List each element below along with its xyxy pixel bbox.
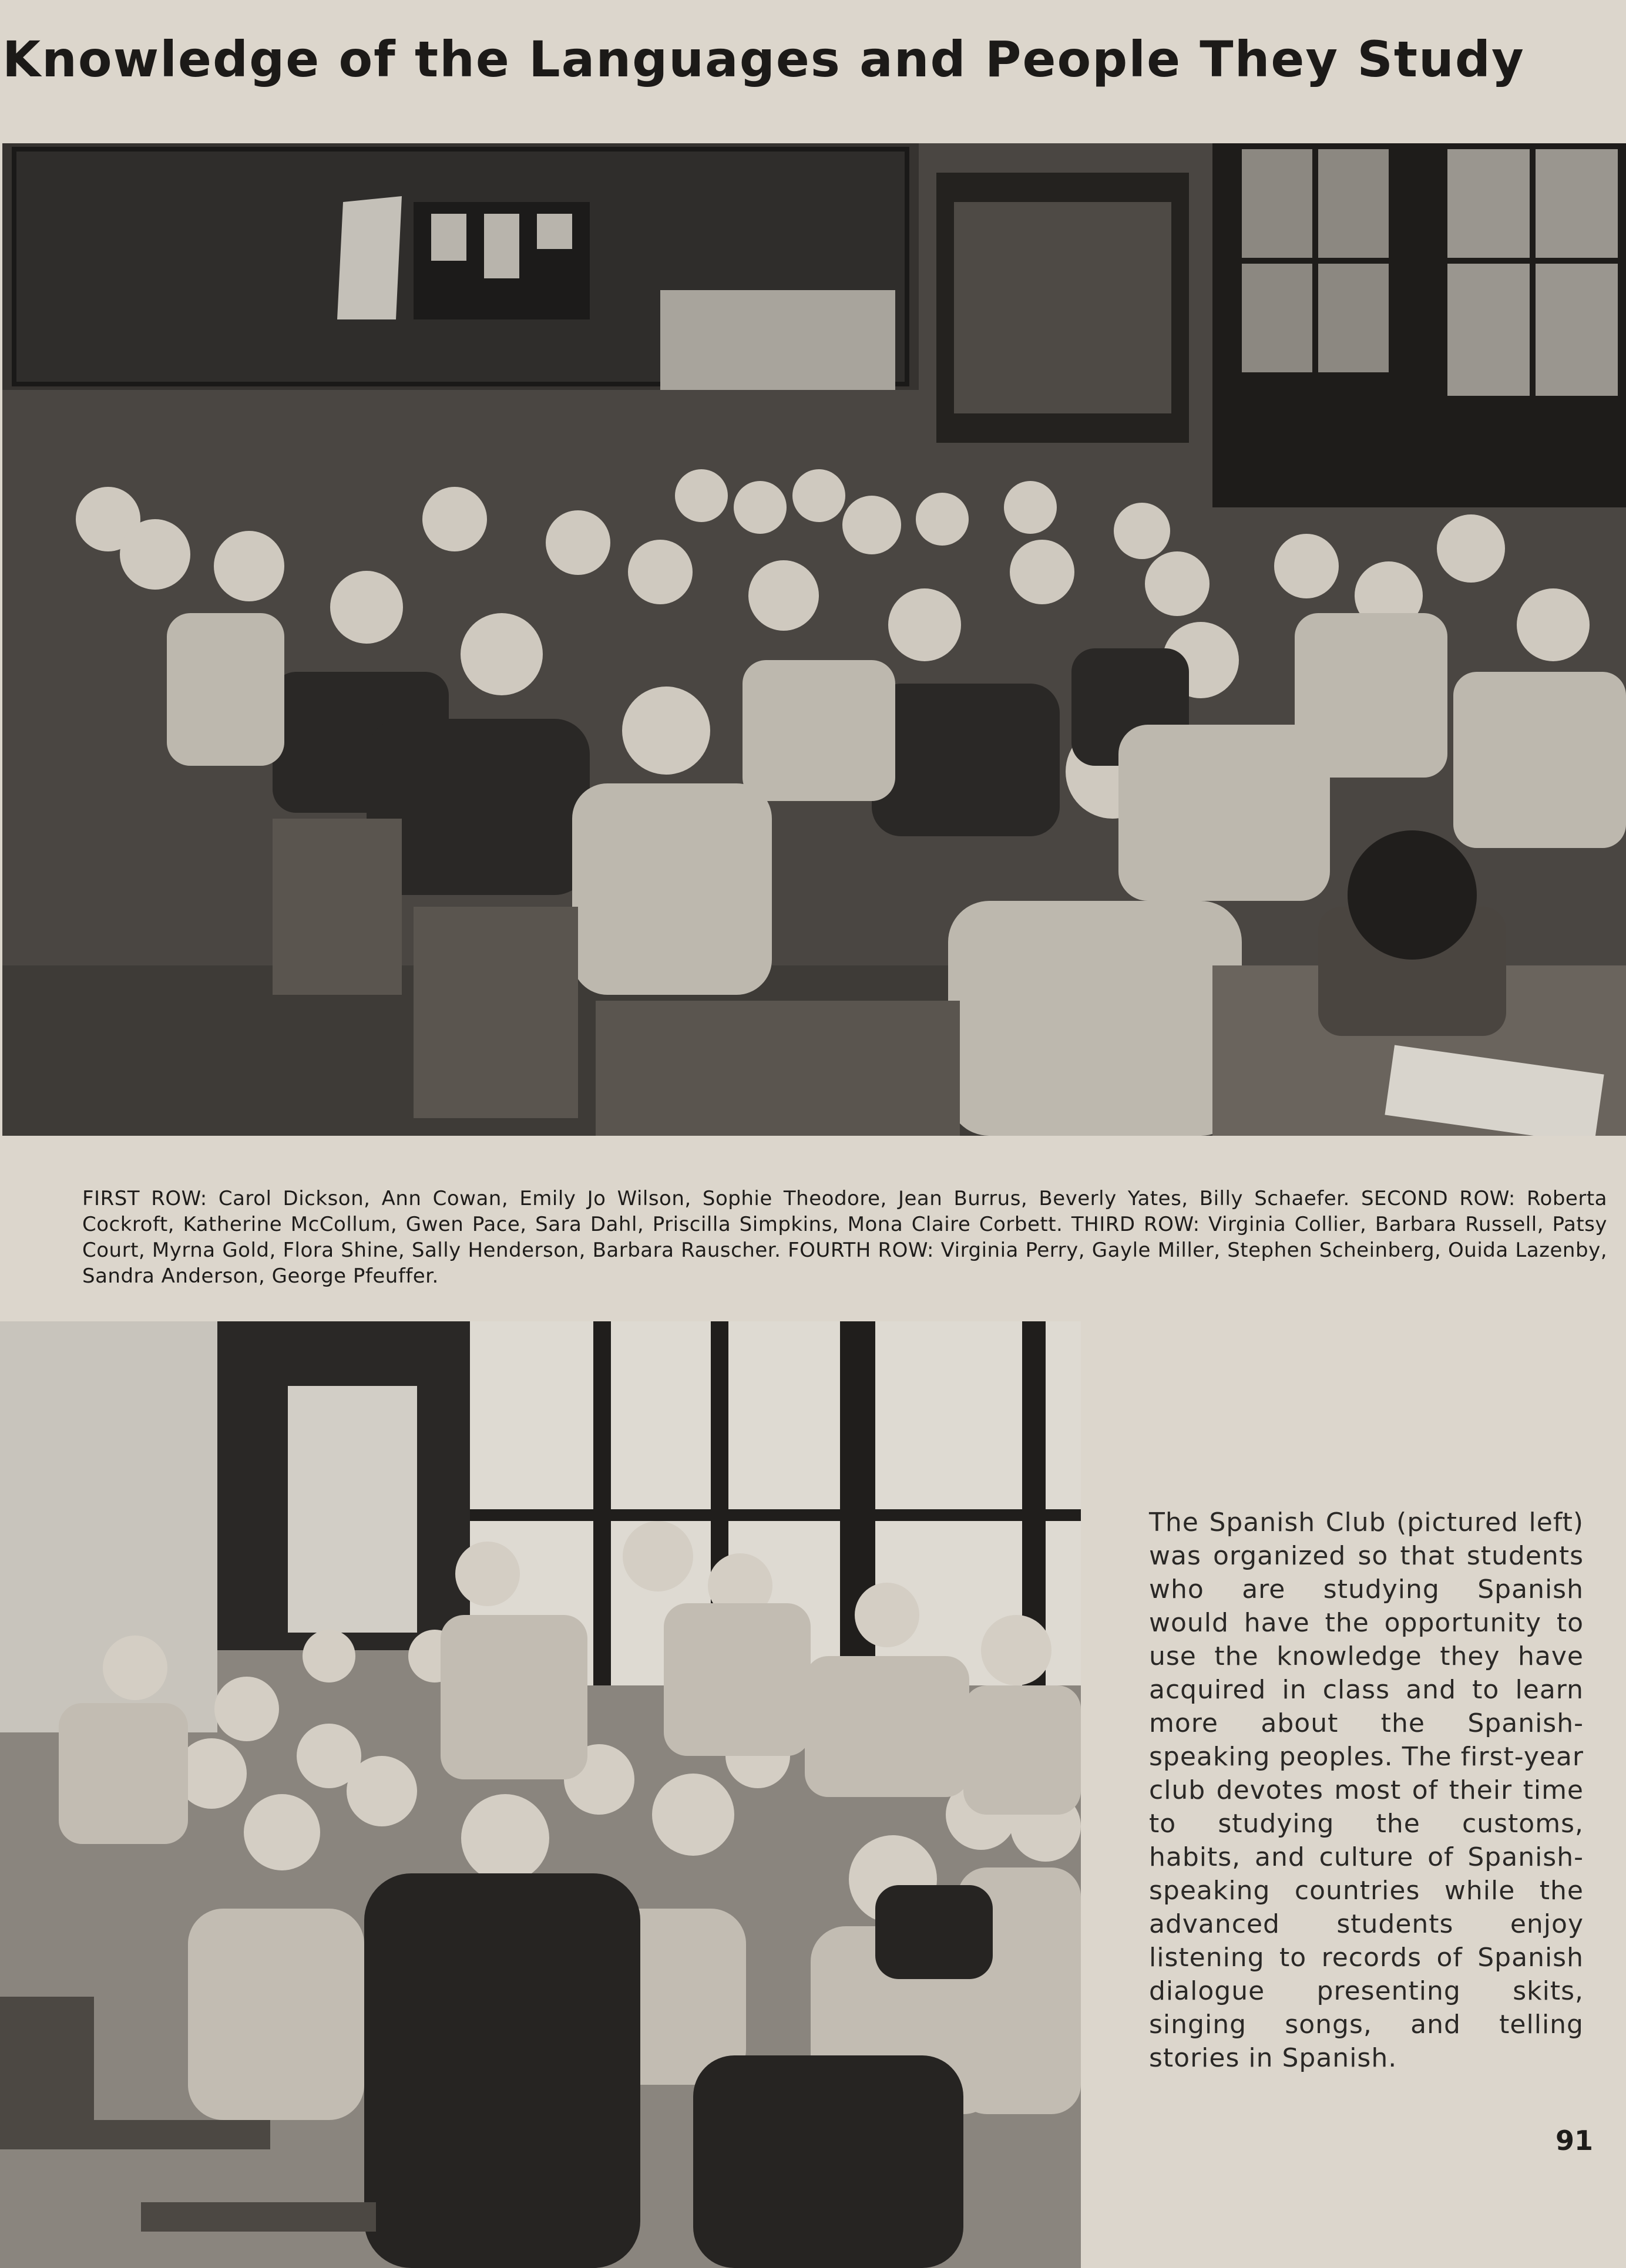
classroom-photo-top — [2, 143, 1626, 1136]
photo-caption: FIRST ROW: Carol Dickson, Ann Cowan, Emily Jo Wilson, Sophie Theodore, Jean Burrus, Beverly Yates, Billy Schaefer. SECOND ROW: Roberta Cockroft, Katherine McCollum, Gwen Pace, Sara Dahl, Priscilla Simpkins, Mona Claire Corbett. THIRD ROW: Virginia Collier, Barbara Russell, Patsy Court, Myrna Gold, Flora Shine, Sally Henderson, Barbara Rauscher. FOURTH ROW: Virginia Perry, Gayle Miller, Stephen Scheinberg, Ouida Lazenby, Sandra Anderson, George Pfeuffer. — [82, 1187, 1607, 1288]
page-number: 91 — [1556, 2125, 1594, 2156]
spanish-club-photo — [0, 1321, 1081, 2268]
page-title: Knowledge of the Languages and People They Study — [2, 31, 1525, 88]
spanish-club-description: The Spanish Club (pictured left) was organized so that students who are studying Spanish would have the opportunity to use the knowledge they have acquired in class and to learn more about the Spanish-speaking peoples. The first-year club devotes most of their time to studying the customs, habits, and culture of Spanish-speaking countries while the advanced students enjoy listening to records of Spanish dialogue presenting skits, singing songs, and telling stories in Spanish. — [1149, 1507, 1584, 2073]
